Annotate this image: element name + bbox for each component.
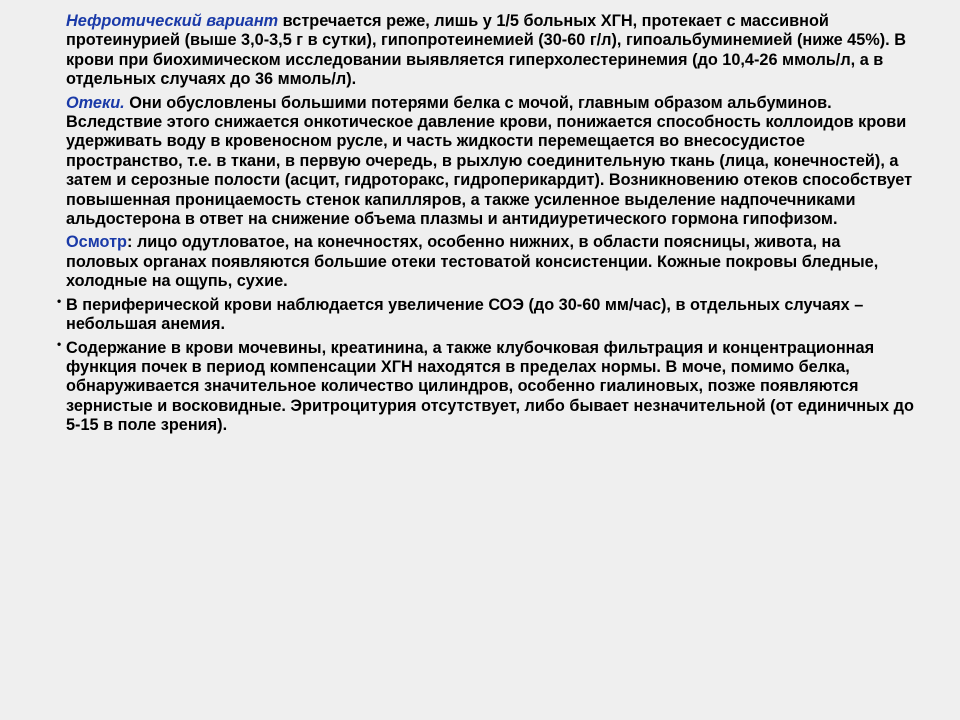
bullet-item-blood xyxy=(57,293,916,335)
bullet-text: Содержание в крови мочевины, креатинина, а также клубочковая фильтрация и концентрационная функция почек в период компенсации ХГН находятся в пределах нормы. В моче, помимо белка, обнаруживается значительное количество цилиндров, особенно гиалиновых, позже появляются зернистые и восковидные. Эритроцитурия отсутствует, либо бывает незначительной (от единичных до 5-15 в поле зрения). xyxy=(66,338,914,435)
paragraph-edema xyxy=(66,94,916,230)
paragraph-text: Они обусловлены большими потерями белка с мочой, главным образом альбуминов. Вследствие этого снижается онкотическое давление крови, понижается способность коллоидов крови удерживать воду в кровеносном русле, и часть жидкости перемещается во внесосудистое пространство, т.е. в ткани, в первую очередь, в рыхлую соединительную ткань (лица, конечностей), а затем и серозные полости (асцит, гидроторакс, гидроперикардит). Возникновению отеков способствует повышенная проницаемость стенок капилляров, а также усиленное выделение надпочечниками альдостерона в ответ на снижение объема плазмы и антидиуретического гормона гипофизом. xyxy=(66,93,913,229)
paragraph-text: встречается реже, лишь у 1/5 больных ХГН, протекает с массивной протеинурией (выше 3,0-3,5 г в сутки), гипопротеинемией (30-60 г/л), гипоальбуминемией (ниже 45%). В крови при биохимическом исследовании выявляется гиперхолестеринемия (до 10,4-26 ммоль/л, а в отдельных случаях до 36 ммоль/л). xyxy=(66,12,906,89)
bullet-icon: • xyxy=(57,336,62,351)
paragraph-text: : лицо одутловатое, на конечностях, особенно нижних, в области поясницы, живота, на половых органах появляются большие отеки тестоватой консистенции. Кожные покровы бледные, холодные на ощупь, сухие. xyxy=(66,233,879,291)
paragraph-nephrotic-variant xyxy=(66,12,916,90)
bullet-text: В периферической крови наблюдается увеличение СОЭ (до 30-60 мм/час), в отдельных случаях – небольшая анемия. xyxy=(66,295,864,334)
paragraph-examination xyxy=(66,233,916,291)
bullet-icon: • xyxy=(57,293,62,308)
bullet-item-urine xyxy=(57,336,916,436)
term-examination: Осмотр xyxy=(66,233,128,252)
term-nephrotic-variant: Нефротический вариант xyxy=(66,12,279,30)
term-edema: Отеки. xyxy=(66,93,125,112)
slide-body xyxy=(57,12,916,440)
